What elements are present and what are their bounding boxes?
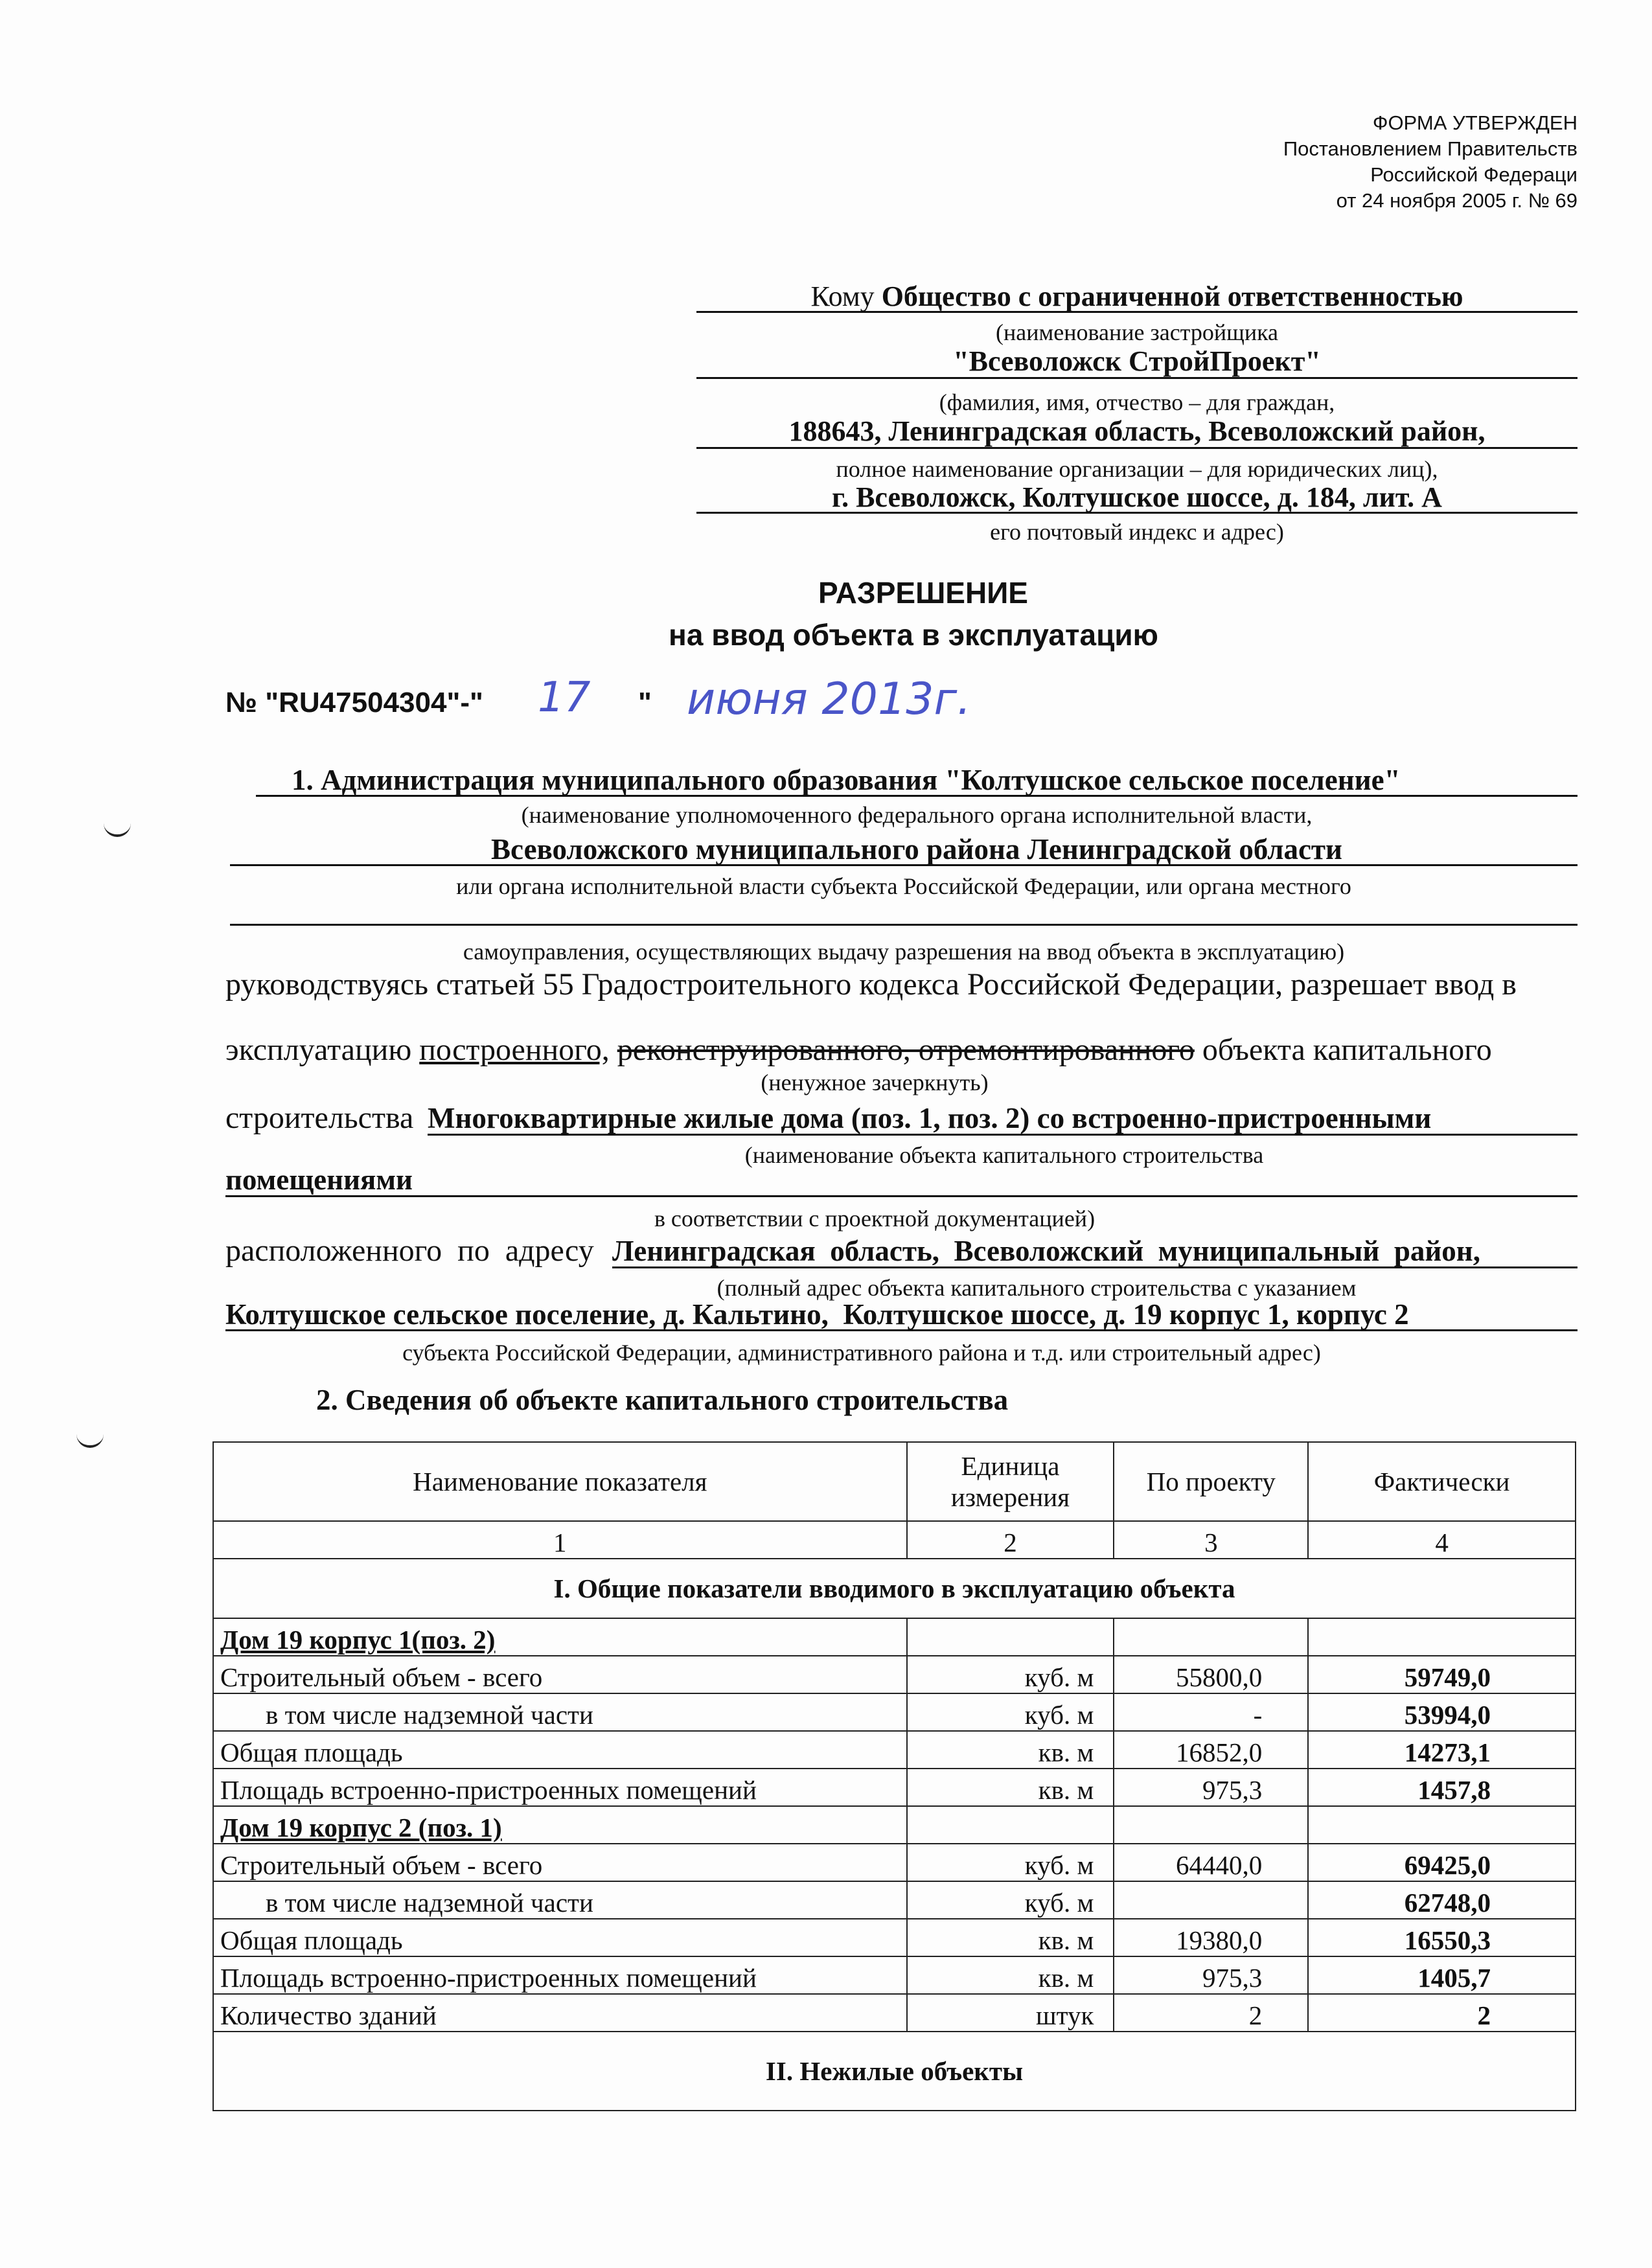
table-row	[213, 1769, 1576, 1806]
cell-unit: куб. м	[907, 1693, 1114, 1731]
cell-name: Количество зданий	[213, 1994, 907, 2032]
recipient-caption: (фамилия, имя, отчество – для граждан,	[939, 389, 1335, 415]
underline	[696, 311, 1577, 313]
construction-label: строительства	[225, 1101, 414, 1135]
underline	[696, 512, 1577, 514]
table-row	[213, 1994, 1576, 2032]
cell-fact: 62748,0	[1308, 1881, 1576, 1919]
operation-struck: реконструированного, отремонтированного	[617, 1033, 1195, 1067]
address-caption: (полный адрес объекта капитального строительства с указанием	[717, 1275, 1357, 1301]
group-title: II. Нежилые объекты	[213, 2032, 1576, 2111]
recipient-komu-line	[696, 280, 1577, 313]
cell-plan: 19380,0	[1114, 1919, 1308, 1956]
document-subtitle: на ввод объекта в эксплуатацию	[669, 618, 1158, 652]
cell-name: Площадь встроенно-пристроенных помещений	[213, 1769, 907, 1806]
object-caption: в соответствии с проектной документацией)	[654, 1206, 1096, 1231]
cell-fact	[1308, 1618, 1576, 1656]
permit-quote: "	[638, 687, 652, 718]
column-number: 3	[1114, 1521, 1308, 1559]
recipient-org-name: "Всеволожск СтройПроект"	[953, 345, 1321, 377]
recipient-caption: его почтовый индекс и адрес)	[990, 519, 1284, 545]
form-approval-header	[1101, 110, 1577, 214]
underline	[612, 1266, 1577, 1268]
cell-unit	[907, 1618, 1114, 1656]
cell-fact: 53994,0	[1308, 1693, 1576, 1731]
cell-fact: 14273,1	[1308, 1731, 1576, 1769]
komu-label: Кому	[810, 281, 875, 312]
column-number: 2	[907, 1521, 1114, 1559]
cell-fact: 69425,0	[1308, 1844, 1576, 1881]
cell-fact	[1308, 1806, 1576, 1844]
cell-plan: 2	[1114, 1994, 1308, 2032]
table-row	[213, 1731, 1576, 1769]
form-header-line: ФОРМА УТВЕРЖДЕН	[1372, 111, 1577, 134]
cell-name: Общая площадь	[213, 1731, 907, 1769]
cell-name: Строительный объем - всего	[213, 1844, 907, 1881]
cell-plan: -	[1114, 1693, 1308, 1731]
underline	[230, 924, 1577, 926]
strike-caption: (ненужное зачеркнуть)	[761, 1070, 989, 1095]
recipient-address-2: г. Всеволожск, Колтушское шоссе, д. 184, лит. А	[832, 481, 1442, 513]
cell-plan: 975,3	[1114, 1956, 1308, 1994]
table-header-row	[213, 1442, 1576, 1521]
operation-start: эксплуатацию	[225, 1033, 412, 1067]
recipient-caption: (наименование застройщика	[995, 319, 1279, 345]
recipient-address-1: 188643, Ленинградская область, Всеволожский район,	[788, 415, 1486, 447]
column-number: 1	[213, 1521, 907, 1559]
table-row	[213, 1693, 1576, 1731]
table-row	[213, 1806, 1576, 1844]
column-header: По проекту	[1114, 1442, 1308, 1521]
cell-name: в том числе надземной части	[213, 1881, 907, 1919]
operation-built: построенного,	[419, 1033, 610, 1067]
column-number: 4	[1308, 1521, 1576, 1559]
authority-caption: (наименование уполномоченного федерального органа исполнительной власти,	[521, 802, 1313, 828]
group-title: I. Общие показатели вводимого в эксплуатацию объекта	[213, 1559, 1576, 1618]
cell-unit: куб. м	[907, 1844, 1114, 1881]
operation-text	[225, 1032, 1492, 1068]
object-name-1: Многоквартирные жилые дома (поз. 1, поз. 2) со встроенно-пристроенными	[428, 1102, 1432, 1134]
cell-plan: 64440,0	[1114, 1844, 1308, 1881]
underline	[230, 864, 1577, 866]
cell-plan: 975,3	[1114, 1769, 1308, 1806]
underline	[696, 377, 1577, 379]
cell-unit: кв. м	[907, 1769, 1114, 1806]
form-header-line: Постановлением Правительств	[1283, 137, 1577, 160]
cell-plan	[1114, 1618, 1308, 1656]
table-row	[213, 1656, 1576, 1693]
cell-unit: куб. м	[907, 1656, 1114, 1693]
cell-plan	[1114, 1881, 1308, 1919]
cell-fact: 1457,8	[1308, 1769, 1576, 1806]
cell-name: Площадь встроенно-пристроенных помещений	[213, 1956, 907, 1994]
object-address-2: Колтушское сельское поселение, д. Кальтино, Колтушское шоссе, д. 19 корпус 1, корпус 2	[225, 1298, 1409, 1331]
cell-unit: кв. м	[907, 1956, 1114, 1994]
group-row	[213, 2032, 1576, 2111]
cell-name: Общая площадь	[213, 1919, 907, 1956]
underline	[696, 447, 1577, 449]
cell-fact: 16550,3	[1308, 1919, 1576, 1956]
table-row	[213, 1881, 1576, 1919]
cell-unit: штук	[907, 1994, 1114, 2032]
cell-fact: 1405,7	[1308, 1956, 1576, 1994]
group-row	[213, 1559, 1576, 1618]
cell-unit	[907, 1806, 1114, 1844]
authority-caption: самоуправления, осуществляющих выдачу разрешения на ввод объекта в эксплуатацию)	[463, 939, 1345, 965]
permit-number: № "RU47504304"-"	[225, 687, 483, 718]
cell-unit: куб. м	[907, 1881, 1114, 1919]
cell-fact: 2	[1308, 1994, 1576, 2032]
object-caption: (наименование объекта капитального строительства	[744, 1142, 1264, 1168]
cell-name: Строительный объем - всего	[213, 1656, 907, 1693]
underline	[428, 1134, 1577, 1136]
cell-name: Дом 19 корпус 2 (поз. 1)	[213, 1806, 907, 1844]
permit-number-handwritten: 17	[538, 674, 591, 722]
recipient-org-type: Общество с ограниченной ответственностью	[881, 281, 1463, 312]
object-details-table	[212, 1441, 1576, 2111]
underline	[256, 795, 1577, 797]
underline	[225, 1329, 1577, 1331]
column-header: Наименование показателя	[213, 1442, 907, 1521]
punch-hole-bottom	[76, 1428, 104, 1448]
cell-name: в том числе надземной части	[213, 1693, 907, 1731]
table-body	[213, 1618, 1576, 2032]
authority-caption: или органа исполнительной власти субъекта Российской Федерации, или органа местного	[456, 873, 1351, 899]
table-row	[213, 1844, 1576, 1881]
object-name-2: помещениями	[225, 1163, 413, 1196]
legal-basis-text: руководствуясь статьей 55 Градостроительного кодекса Российской Федерации, разрешает ввод в	[225, 967, 1517, 1002]
cell-fact: 59749,0	[1308, 1656, 1576, 1693]
table-row	[213, 1956, 1576, 1994]
table-row	[213, 1618, 1576, 1656]
cell-plan: 16852,0	[1114, 1731, 1308, 1769]
punch-hole-top	[104, 818, 131, 837]
permit-date-handwritten: июня 2013г.	[687, 674, 971, 725]
form-header-line: Российской Федераци	[1370, 163, 1577, 186]
column-header: Фактически	[1308, 1442, 1576, 1521]
section-2-title: 2. Сведения об объекте капитального строительства	[316, 1384, 1009, 1416]
cell-plan: 55800,0	[1114, 1656, 1308, 1693]
issuing-authority-2: Всеволожского муниципального района Ленинградской области	[491, 833, 1342, 865]
object-address-1: Ленинградская область, Всеволожский муниципальный район,	[612, 1235, 1480, 1267]
address-label: расположенного по адресу	[225, 1233, 594, 1268]
cell-name: Дом 19 корпус 1(поз. 2)	[213, 1618, 907, 1656]
cell-unit: кв. м	[907, 1919, 1114, 1956]
document-title: РАЗРЕШЕНИЕ	[818, 576, 1028, 610]
cell-unit: кв. м	[907, 1731, 1114, 1769]
address-caption: субъекта Российской Федерации, административного района и т.д. или строительный адрес)	[402, 1340, 1321, 1366]
cell-plan	[1114, 1806, 1308, 1844]
table-row	[213, 1919, 1576, 1956]
operation-end: объекта капитального	[1202, 1033, 1492, 1067]
column-header: Единица измерения	[907, 1442, 1114, 1521]
underline	[225, 1195, 1577, 1197]
column-number-row	[213, 1521, 1576, 1559]
recipient-caption: полное наименование организации – для юридических лиц),	[836, 456, 1438, 482]
form-header-line: от 24 ноября 2005 г. № 69	[1336, 189, 1577, 212]
issuing-authority: 1. Администрация муниципального образования "Колтушское сельское поселение"	[292, 764, 1401, 796]
